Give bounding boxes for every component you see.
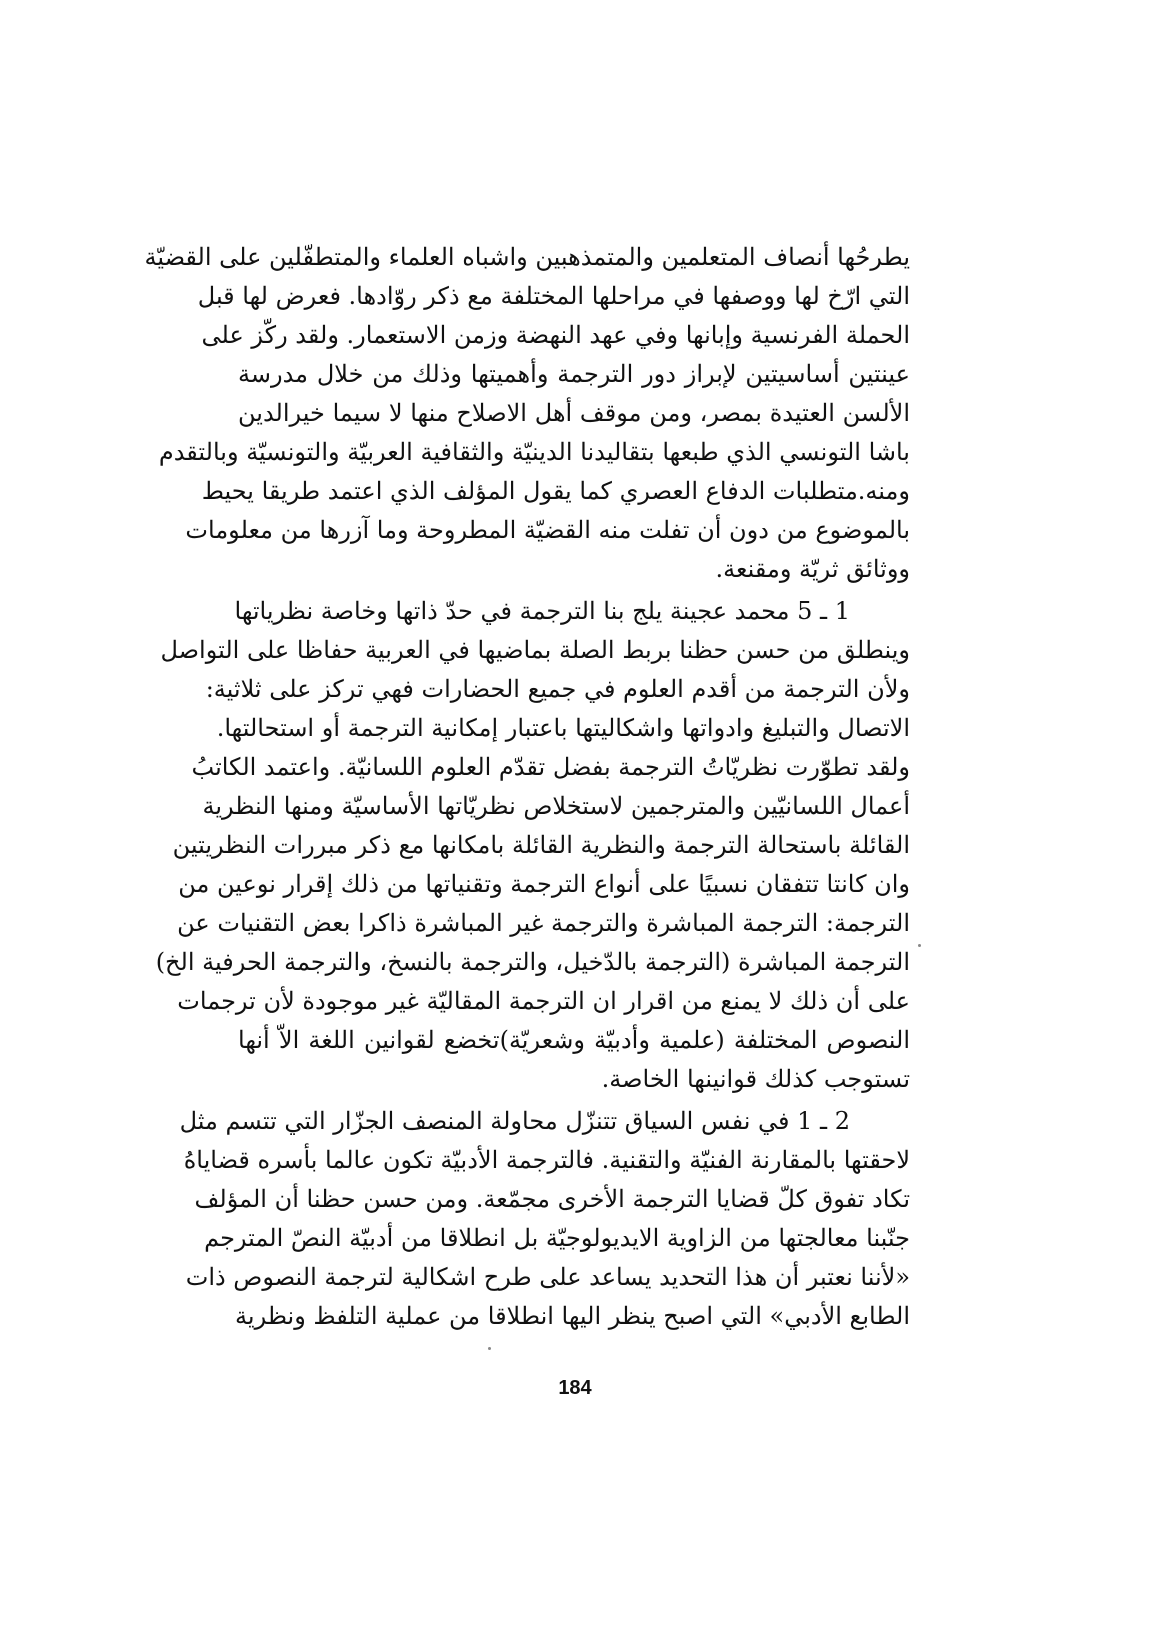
scan-speck <box>918 944 921 947</box>
paragraph-1 <box>144 238 910 589</box>
text-line: 1 ـ 5 محمد عجينة يلج بنا الترجمة في حدّ ذاتها وخاصة نظرياتها <box>234 597 850 625</box>
page-number: 184 <box>558 1377 592 1399</box>
text-line: الحملة الفرنسية وإبانها وفي عهد النهضة وزمن الاستعمار. ولقد ركّز على <box>201 321 910 349</box>
text-line: يطرحُها أنصاف المتعلمين والمتمذهبين واشباه العلماء والمتطفّلين على القضيّة <box>144 243 910 271</box>
text-line: بالموضوع من دون أن تفلت منه القضيّة المطروحة وما آزرها من معلومات <box>185 516 910 544</box>
text-line: عينتين أساسيتين لإبراز دور الترجمة وأهميتها وذلك من خلال مدرسة <box>238 360 910 388</box>
text-line: القائلة باستحالة الترجمة والنظرية القائلة بامكانها مع ذكر مبررات النظريتين <box>172 831 910 859</box>
text-line: جنّبنا معالجتها من الزاوية الايديولوجيّة بل انطلاقا من أدبيّة النصّ المترجم <box>204 1224 910 1252</box>
text-line: على أن ذلك لا يمنع من اقرار ان الترجمة المقاليّة غير موجودة لأن ترجمات <box>177 987 910 1015</box>
text-line: ولقد تطوّرت نظريّاتُ الترجمة بفضل تقدّم العلوم اللسانيّة. واعتمد الكاتبُ <box>191 753 910 781</box>
text-line: النصوص المختلفة (علمية وأدبيّة وشعريّة)تخضع لقوانين اللغة الاّ أنها <box>238 1026 910 1054</box>
text-line: الاتصال والتبليغ وادواتها واشكاليتها باعتبار إمكانية الترجمة أو استحالتها. <box>216 714 910 742</box>
text-line: الترجمة: الترجمة المباشرة والترجمة غير المباشرة ذاكرا بعض التقنيات عن <box>177 909 910 937</box>
text-line: وان كانتا تتفقان نسبيًا على أنواع الترجمة وتقنياتها من ذلك إقرار نوعين من <box>178 870 910 898</box>
text-line: تكاد تفوق كلّ قضايا الترجمة الأخرى مجمّعة. ومن حسن حظنا أن المؤلف <box>194 1185 910 1213</box>
text-line: ولأن الترجمة من أقدم العلوم في جميع الحضارات فهي تركز على ثلاثية: <box>205 675 910 703</box>
text-line: باشا التونسي الذي طبعها بتقاليدنا الدينيّة والثقافية العربيّة والتونسيّة وبالتقدم <box>158 438 910 466</box>
text-line: التي ارّخ لها ووصفها في مراحلها المختلفة مع ذكر روّادها. فعرض لها قبل <box>197 282 910 310</box>
text-line: الألسن العتيدة بمصر، ومن موقف أهل الاصلاح منها لا سيما خيرالدين <box>238 399 910 427</box>
text-line: تستوجب كذلك قوانينها الخاصة. <box>601 1065 910 1093</box>
paragraph-2 <box>155 592 910 1099</box>
text-line: «لأننا نعتبر أن هذا التحديد يساعد على طرح اشكالية لترجمة النصوص ذات <box>185 1263 910 1291</box>
text-line: وينطلق من حسن حظنا بربط الصلة بماضيها في العربية حفاظا على التواصل <box>160 636 910 664</box>
scan-speck <box>488 1347 491 1350</box>
text-line: الطابع الأدبي» التي اصبح ينظر اليها انطلاقا من عملية التلفظ ونظرية <box>235 1302 910 1330</box>
text-line: ومنه.متطلبات الدفاع العصري كما يقول المؤلف الذي اعتمد طريقا يحيط <box>201 477 910 505</box>
text-line: ووثائق ثريّة ومقنعة. <box>715 555 910 583</box>
text-line: أعمال اللسانيّين والمترجمين لاستخلاص نظريّاتها الأساسيّة ومنها النظرية <box>202 792 910 820</box>
text-line: 2 ـ 1 في نفس السياق تتنزّل محاولة المنصف الجزّار التي تتسم مثل <box>179 1107 850 1135</box>
paragraph-3 <box>179 1102 910 1336</box>
text-line: لاحقتها بالمقارنة الفنيّة والتقنية. فالترجمة الأدبيّة تكون عالما بأسره قضاياهُ <box>183 1146 910 1174</box>
text-line: الترجمة المباشرة (الترجمة بالدّخيل، والترجمة بالنسخ، والترجمة الحرفية الخ) <box>155 948 910 976</box>
